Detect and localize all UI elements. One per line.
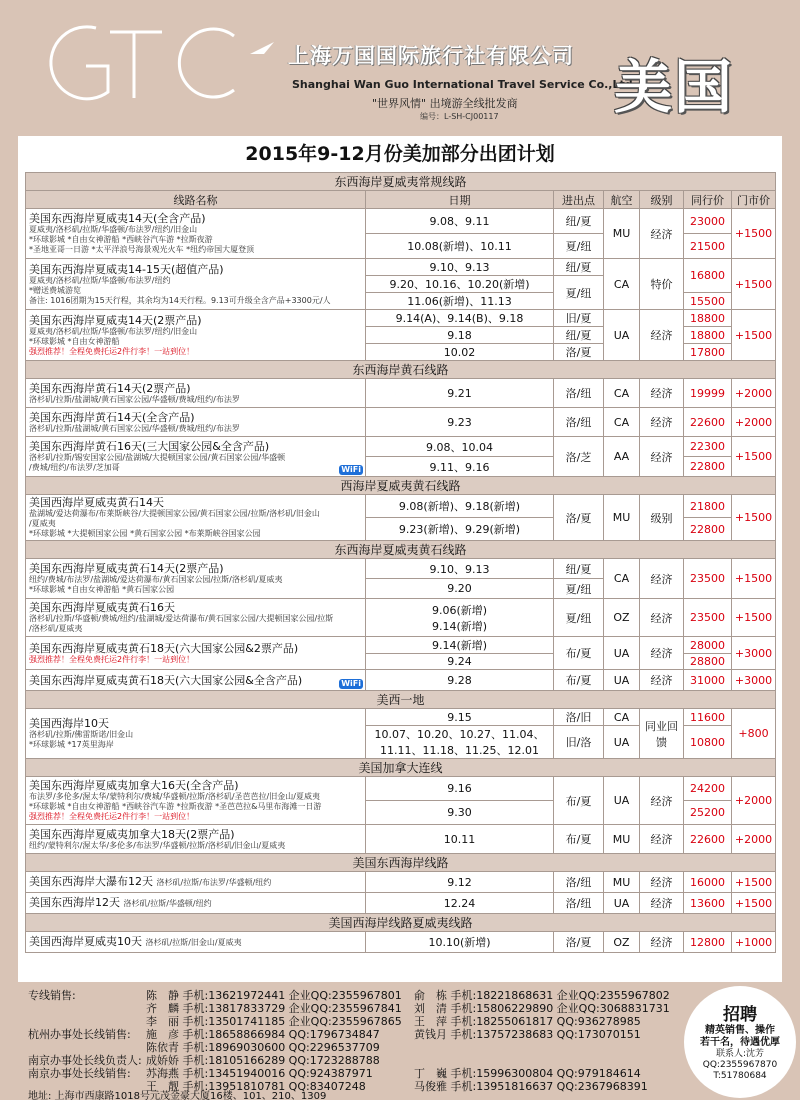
contact-entry: 施 彦 手机:18658866984 QQ:1796734847: [146, 1028, 380, 1041]
section-header: 美国东西海岸线路: [26, 854, 776, 872]
contact-entry: 俞 栋 手机:18221868631 企业QQ:2355967802: [414, 989, 670, 1002]
col-date: 日期: [366, 191, 554, 209]
section-header: 东西海岸夏威夷黄石线路: [26, 541, 776, 559]
recruitment-badge: 招聘 精英销售、操作 若干名，待遇优厚 联系人:沈芳 QQ:2355967870 T:51780684: [684, 986, 796, 1098]
contact-entry: 王 靓 手机:13951810781 QQ:83407248: [146, 1080, 366, 1093]
route-cell: 美国东西海岸夏威夷黄石18天(六大国家公园&2票产品) 强烈推荐！全程免费托运2件行李！一站到位！: [26, 637, 366, 670]
date-cell: 10.07、10.20、10.27、11.04、 11.11、11.18、11.25、12.01: [366, 726, 554, 759]
contact-entry: 李 丽 手机:13501741185 企业QQ:2355967865: [146, 1015, 402, 1028]
col-airline: 航空: [604, 191, 640, 209]
route-cell: 美国东西海岸夏威夷14天(全含产品) 夏威夷/洛杉矶/拉斯/华盛顿/布法罗/纽约/旧金山 *环球影城 *自由女神游船 *西峡谷汽车游 *拉斯夜游 *圣地亚哥一日游 *太平洋浪号海景观光火车 *纽约帝国大厦登顶: [26, 209, 366, 259]
table-row: 美国东西海岸夏威夷黄石16天 洛杉矶/拉斯/华盛顿/费城/纽约/盐湖城/爱达荷瀑布/黄石国家公园/大提顿国家公园/拉斯 /洛杉矶/夏威夷 9.06(新增) 9.14(新增) 夏/纽 OZ 经济 23500 +1500: [26, 599, 776, 637]
hangzhou-label: 杭州办事处长线销售:: [28, 1028, 131, 1041]
section-header: 东西海岸黄石线路: [26, 361, 776, 379]
page-title: 2015年9-12月份美加部分出团计划: [245, 143, 555, 165]
route-cell: 美国西海岸夏威夷黄石14天 盐湖城/爱达荷瀑布/布莱斯峡谷/大提顿国家公园/黄石国家公园/拉斯/洛杉矶/旧金山 /夏威夷 *环球影城 *大提顿国家公园 *黄石国家公园 *布莱斯峡谷国家公园: [26, 495, 366, 541]
nanjing-head-label: 南京办事处长线负责人:: [28, 1054, 142, 1067]
table-row: 美国东西海岸大瀑布12天 洛杉矶/拉斯/布法罗/华盛顿/纽约 9.12 洛/纽 MU 经济 16000 +1500: [26, 872, 776, 893]
table-row: 9.23(新增)、9.29(新增) 22800: [26, 518, 776, 541]
contact-entry: 苏海燕 手机:13451940016 QQ:924387971: [146, 1067, 373, 1080]
route-cell: 美国西海岸10天 洛杉矶/拉斯/佛雷斯诺/旧金山 *环球影城 *17英里海岸: [26, 709, 366, 759]
company-slogan: "世界风情" 出境游全线批发商: [372, 97, 518, 110]
table-row: 美国东西海岸夏威夷黄石18天(六大国家公园&2票产品) 强烈推荐！全程免费托运2件行李！一站到位！ 9.14(新增) 布/夏 UA 经济 28000 +3000: [26, 637, 776, 654]
table-row: 9.20、10.16、10.20(新增) 夏/纽: [26, 276, 776, 293]
table-row: 10.07、10.20、10.27、11.04、 11.11、11.18、11.25、12.01 旧/洛 UA 10800: [26, 726, 776, 759]
route-cell: 美国东西海岸黄石16天(三大国家公园&全含产品) 洛杉矶/拉斯/锡安国家公园/盐湖城/大提顿国家公园/黄石国家公园/华盛顿 /费城/纽约/布法罗/芝加哥 WiFi: [26, 437, 366, 477]
company-name-cn: 上海万国国际旅行社有限公司: [288, 44, 574, 68]
table-row: 10.08(新增)、10.11 夏/纽 21500: [26, 234, 776, 259]
contact-entry: 齐 麟 手机:13817833729 企业QQ:2355967841: [146, 1002, 402, 1015]
contact-footer: [0, 982, 800, 1100]
license-number: 编号：L-SH-CJ00117: [420, 112, 499, 121]
route-cell: 美国东西海岸黄石14天(全含产品) 洛杉矶/拉斯/盐湖城/黄石国家公园/华盛顿/费城/纽约/布法罗: [26, 408, 366, 437]
section-header: 西海岸夏威夷黄石线路: [26, 477, 776, 495]
section-header: 美国加拿大连线: [26, 759, 776, 777]
route-cell: 美国东西海岸夏威夷14-15天(超值产品) 夏威夷/洛杉矶/拉斯/华盛顿/布法罗/纽约 *赠送费城游览 备注: 1016团期为15天行程，其余均为14天行程。9.13可升级全含产品+3300元/人: [26, 259, 366, 310]
route-cell: 美国东西海岸12天 洛杉矶/拉斯/华盛顿/纽约: [26, 893, 366, 914]
sales-label: 专线销售:: [28, 989, 76, 1002]
date-cell: 9.06(新增) 9.14(新增): [366, 599, 554, 637]
section-header: 美国西海岸线路夏威夷线路: [26, 914, 776, 932]
table-row: 美国西海岸夏威夷10天 洛杉矶/拉斯/旧金山/夏威夷 10.10(新增) 洛/夏 OZ 经济 12800 +1000: [26, 932, 776, 953]
table-row: 美国东西海岸夏威夷14-15天(超值产品) 夏威夷/洛杉矶/拉斯/华盛顿/布法罗/纽约 *赠送费城游览 备注: 1016团期为15天行程，其余均为14天行程。9.13可升级全含产品+3300元/人 9.10、9.13 纽/夏 CA 特价 16800 +1500: [26, 259, 776, 276]
table-row: 9.18 纽/夏 18800: [26, 327, 776, 344]
contact-entry: 丁 巍 手机:15996300804 QQ:979184614: [414, 1067, 641, 1080]
table-row: 10.02 洛/夏 17800: [26, 344, 776, 361]
section-header: 美西一地: [26, 691, 776, 709]
contact-entry: 陈 静 手机:13621972441 企业QQ:2355967801: [146, 989, 402, 1002]
table-row: 美国西海岸10天 洛杉矶/拉斯/佛雷斯诺/旧金山 *环球影城 *17英里海岸 9.15 洛/旧 CA 同业回馈 11600 +800: [26, 709, 776, 726]
address: 地址: 上海市西康路1018号元茂金豪大厦16楼、101、210、1309: [28, 1091, 327, 1100]
route-cell: 美国东西海岸大瀑布12天 洛杉矶/拉斯/布法罗/华盛顿/纽约: [26, 872, 366, 893]
contact-entry: 成娇娇 手机:18105166289 QQ:1723288788: [146, 1054, 380, 1067]
col-retail-price: 门市价: [732, 191, 776, 209]
table-row: 美国东西海岸夏威夷黄石14天(2票产品) 纽约/费城/布法罗/盐湖城/爱达荷瀑布/黄石国家公园/拉斯/洛杉矶/夏威夷 *环球影城 *自由女神游船 *黄石国家公园 9.10、9.13 纽/夏 CA 经济 23500 +1500: [26, 559, 776, 579]
table-row: 9.11、9.16 22800: [26, 457, 776, 477]
page-header: [0, 0, 800, 136]
table-row: 美国东西海岸黄石14天(全含产品) 洛杉矶/拉斯/盐湖城/黄石国家公园/华盛顿/费城/纽约/布法罗 9.23 洛/纽 CA 经济 22600 +2000: [26, 408, 776, 437]
contact-entry: 陈依青 手机:18969030600 QQ:2296537709: [146, 1041, 380, 1054]
table-row: 9.30 25200: [26, 801, 776, 825]
route-cell: 美国东西海岸夏威夷14天(2票产品) 夏威夷/洛杉矶/拉斯/华盛顿/布法罗/纽约/旧金山 *环球影城 *自由女神游船 强烈推荐！全程免费托运2件行李！一站到位！: [26, 310, 366, 361]
table-row: 美国东西海岸夏威夷14天(2票产品) 夏威夷/洛杉矶/拉斯/华盛顿/布法罗/纽约/旧金山 *环球影城 *自由女神游船 强烈推荐！全程免费托运2件行李！一站到位！ 9.14(A)、9.14(B)、9.18 旧/夏 UA 经济 18800 +1500: [26, 310, 776, 327]
company-name-en: Shanghai Wan Guo International Travel Service Co.,Ltd.: [292, 78, 637, 91]
col-port: 进出点: [554, 191, 604, 209]
contact-entry: 王 萍 手机:18255061817 QQ:936278985: [414, 1015, 641, 1028]
route-cell: 美国东西海岸夏威夷黄石16天 洛杉矶/拉斯/华盛顿/费城/纽约/盐湖城/爱达荷瀑布/黄石国家公园/大提顿国家公园/拉斯 /洛杉矶/夏威夷: [26, 599, 366, 637]
wifi-icon: WiFi: [341, 679, 361, 688]
contact-entry: 刘 清 手机:15806229890 企业QQ:3068831731: [414, 1002, 670, 1015]
col-class: 级别: [640, 191, 684, 209]
table-row: 美国东西海岸黄石16天(三大国家公园&全含产品) 洛杉矶/拉斯/锡安国家公园/盐湖城/大提顿国家公园/黄石国家公园/华盛顿 /费城/纽约/布法罗/芝加哥 WiFi 9.08、10.04 洛/芝 AA 经济 22300 +1500: [26, 437, 776, 457]
destination-title: 美国: [614, 53, 735, 121]
contact-entry: 马俊雅 手机:13951816637 QQ:2367968391: [414, 1080, 648, 1093]
tour-table: [25, 172, 776, 953]
table-row: 美国东西海岸12天 洛杉矶/拉斯/华盛顿/纽约 12.24 洛/纽 UA 经济 13600 +1500: [26, 893, 776, 914]
table-row: 9.24 28800: [26, 654, 776, 670]
column-header-row: [26, 191, 776, 209]
company-logo: [38, 14, 274, 110]
tour-schedule: [18, 136, 782, 982]
table-row: 美国东西海岸黄石14天(2票产品) 洛杉矶/拉斯/盐湖城/黄石国家公园/华盛顿/费城/纽约/布法罗 9.21 洛/纽 CA 经济 19999 +2000: [26, 379, 776, 408]
wifi-icon: WiFi: [341, 465, 361, 474]
route-cell: 美国东西海岸夏威夷黄石18天(六大国家公园&全含产品) WiFi: [26, 670, 366, 691]
route-cell: 美国东西海岸夏威夷加拿大16天(全含产品) 布法罗/多伦多/渥太华/蒙特利尔/费城/华盛顿/拉斯/洛杉矶/圣芭芭拉/旧金山/夏威夷 *环球影城 *自由女神游船 *西峡谷汽车游 *拉斯夜游 *圣芭芭拉&马里布海滩一日游 强烈推荐！全程免费托运2件行李！一站到位！: [26, 777, 366, 825]
route-cell: 美国东西海岸黄石14天(2票产品) 洛杉矶/拉斯/盐湖城/黄石国家公园/华盛顿/费城/纽约/布法罗: [26, 379, 366, 408]
table-row: 美国西海岸夏威夷黄石14天 盐湖城/爱达荷瀑布/布莱斯峡谷/大提顿国家公园/黄石国家公园/拉斯/洛杉矶/旧金山 /夏威夷 *环球影城 *大提顿国家公园 *黄石国家公园 *布莱斯峡谷国家公园 9.08(新增)、9.18(新增) 洛/夏 MU 级别 21800 +1500: [26, 495, 776, 518]
section-header: 东西海岸夏威夷常规线路: [26, 173, 776, 191]
col-trade-price: 同行价: [684, 191, 732, 209]
contact-entry: 黄钱月 手机:13757238683 QQ:173070151: [414, 1028, 641, 1041]
route-cell: 美国东西海岸夏威夷加拿大18天(2票产品) 纽约/蒙特利尔/渥太华/多伦多/布法罗/华盛顿/拉斯/洛杉矶/旧金山/夏威夷: [26, 825, 366, 854]
table-row: 美国东西海岸夏威夷黄石18天(六大国家公园&全含产品) WiFi 9.28 布/夏 UA 经济 31000 +3000: [26, 670, 776, 691]
col-route: 线路名称: [26, 191, 366, 209]
route-cell: 美国西海岸夏威夷10天 洛杉矶/拉斯/旧金山/夏威夷: [26, 932, 366, 953]
table-row: 11.06(新增)、11.13 15500: [26, 293, 776, 310]
table-row: 美国东西海岸夏威夷14天(全含产品) 夏威夷/洛杉矶/拉斯/华盛顿/布法罗/纽约/旧金山 *环球影城 *自由女神游船 *西峡谷汽车游 *拉斯夜游 *圣地亚哥一日游 *太平洋浪号海景观光火车 *纽约帝国大厦登顶 9.08、9.11 纽/夏 MU 经济 23000 +1500: [26, 209, 776, 234]
route-cell: 美国东西海岸夏威夷黄石14天(2票产品) 纽约/费城/布法罗/盐湖城/爱达荷瀑布/黄石国家公园/拉斯/洛杉矶/夏威夷 *环球影城 *自由女神游船 *黄石国家公园: [26, 559, 366, 599]
nanjing-sales-label: 南京办事处长线销售:: [28, 1067, 131, 1080]
table-row: 9.20 夏/纽: [26, 579, 776, 599]
table-row: 美国东西海岸夏威夷加拿大18天(2票产品) 纽约/蒙特利尔/渥太华/多伦多/布法罗/华盛顿/拉斯/洛杉矶/旧金山/夏威夷 10.11 布/夏 MU 经济 22600 +2000: [26, 825, 776, 854]
table-row: 美国东西海岸夏威夷加拿大16天(全含产品) 布法罗/多伦多/渥太华/蒙特利尔/费城/华盛顿/拉斯/洛杉矶/圣芭芭拉/旧金山/夏威夷 *环球影城 *自由女神游船 *西峡谷汽车游 *拉斯夜游 *圣芭芭拉&马里布海滩一日游 强烈推荐！全程免费托运2件行李！一站到位！ 9.16 布/夏 UA 经济 24200 +2000: [26, 777, 776, 801]
